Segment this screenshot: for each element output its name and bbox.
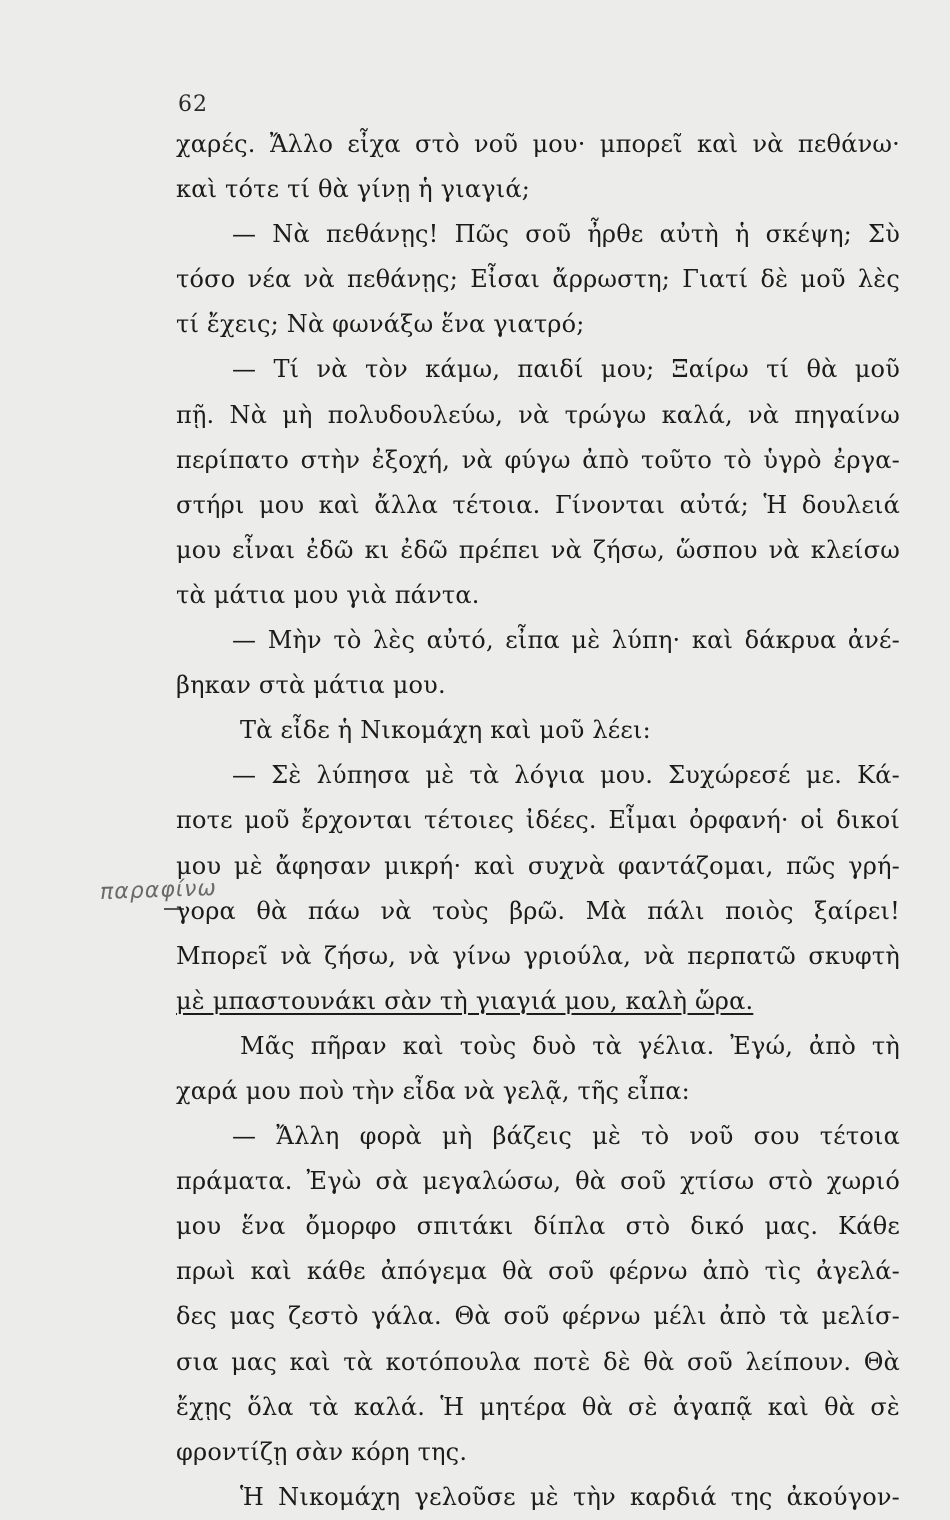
text-line: δες μας ζεστὸ γάλα. Θὰ σοῦ φέρνω μέλι ἀπὸ τὰ μελίσ- — [176, 1302, 900, 1331]
text-line: μου εἶναι ἐδῶ κι ἐδῶ πρέπει νὰ ζήσω, ὥσπου νὰ κλείσω — [176, 535, 900, 564]
text-line: σια μας καὶ τὰ κοτόπουλα ποτὲ δὲ θὰ σοῦ λείπουν. Θὰ — [176, 1347, 900, 1376]
body-text — [176, 122, 900, 1520]
page-number: 62 — [178, 92, 208, 117]
text-line: Τὰ εἶδε ἡ Νικομάχη καὶ μοῦ λέει: — [240, 716, 651, 745]
text-line-underlined — [176, 979, 900, 1024]
text-line: πράματα. Ἐγὼ σὰ μεγαλώσω, θὰ σοῦ χτίσω στὸ χωριό — [176, 1167, 900, 1196]
text-line: — Μὴν τὸ λὲς αὐτό, εἶπα μὲ λύπη· καὶ δάκρυα ἀνέ- — [232, 626, 900, 655]
handwritten-margin-note: παραφίνω — [99, 875, 218, 906]
text-line: μου ἕνα ὄμορφο σπιτάκι δίπλα στὸ δικό μας. Κάθε — [176, 1212, 900, 1241]
text-line: φροντίζῃ σὰν κόρη της. — [176, 1437, 468, 1466]
text-line: ποτε μοῦ ἔρχονται τέτοιες ἰδέες. Εἶμαι ὀρφανή· οἱ δικοί — [176, 806, 900, 835]
text-line: χαρές. Ἄλλο εἶχα στὸ νοῦ μου· μπορεῖ καὶ νὰ πεθάνω· — [176, 130, 900, 158]
text-line: — Σὲ λύπησα μὲ τὰ λόγια μου. Συχώρεσέ με. Κά- — [232, 761, 900, 790]
text-line: Μᾶς πῆραν καὶ τοὺς δυὸ τὰ γέλια. Ἐγώ, ἀπὸ τὴ — [240, 1031, 900, 1060]
text-line: πρωὶ καὶ κάθε ἀπόγεμα θὰ σοῦ φέρνω ἀπὸ τὶς ἀγελά- — [176, 1257, 900, 1286]
text-line: χαρά μου ποὺ τὴν εἶδα νὰ γελᾷ, τῆς εἶπα: — [176, 1076, 690, 1105]
text-line: — Ἄλλη φορὰ μὴ βάζεις μὲ τὸ νοῦ σου τέτοια — [232, 1122, 900, 1151]
text-line: ἔχῃς ὅλα τὰ καλά. Ἡ μητέρα θὰ σὲ ἀγαπᾷ καὶ θὰ σὲ — [176, 1392, 900, 1421]
text-line: Ἡ Νικομάχη γελοῦσε μὲ τὴν καρδιά της ἀκούγον- — [240, 1482, 900, 1511]
text-line: — Τί νὰ τὸν κάμω, παιδί μου; Ξαίρω τί θὰ μοῦ — [232, 355, 900, 384]
text-line: πῇ. Νὰ μὴ πολυδουλεύω, νὰ τρώγω καλά, νὰ πηγαίνω — [176, 400, 900, 429]
text-line: τὰ μάτια μου γιὰ πάντα. — [176, 580, 480, 609]
text-line: καὶ τότε τί θὰ γίνῃ ἡ γιαγιά; — [176, 175, 531, 204]
text-line: βηκαν στὰ μάτια μου. — [176, 671, 446, 700]
text-line: τί ἔχεις; Νὰ φωνάξω ἕνα γιατρό; — [176, 310, 585, 339]
underlined-phrase: μὲ μπαστουνάκι σὰν τὴ γιαγιά μου, καλὴ ὥρα. — [176, 986, 754, 1015]
text-line: τόσο νέα νὰ πεθάνῃς; Εἶσαι ἄρρωστη; Γιατί δὲ μοῦ λὲς — [176, 265, 900, 294]
text-line: Μπορεῖ νὰ ζήσω, νὰ γίνω γριούλα, νὰ περπατῶ σκυφτὴ — [176, 941, 900, 970]
text-line: γορα θὰ πάω νὰ τοὺς βρῶ. Μὰ πάλι ποιὸς ξαίρει! — [176, 896, 900, 925]
text-line: μου μὲ ἄφησαν μικρή· καὶ συχνὰ φαντάζομαι, πῶς γρή- — [176, 851, 900, 880]
text-line: — Νὰ πεθάνῃς! Πῶς σοῦ ἦρθε αὐτὴ ἡ σκέψη; Σὺ — [232, 220, 900, 249]
text-line: περίπατο στὴν ἐξοχή, νὰ φύγω ἀπὸ τοῦτο τὸ ὑγρὸ ἐργα- — [176, 445, 900, 474]
text-line: στήρι μου καὶ ἄλλα τέτοια. Γίνονται αὐτά; Ἡ δουλειά — [176, 490, 900, 519]
